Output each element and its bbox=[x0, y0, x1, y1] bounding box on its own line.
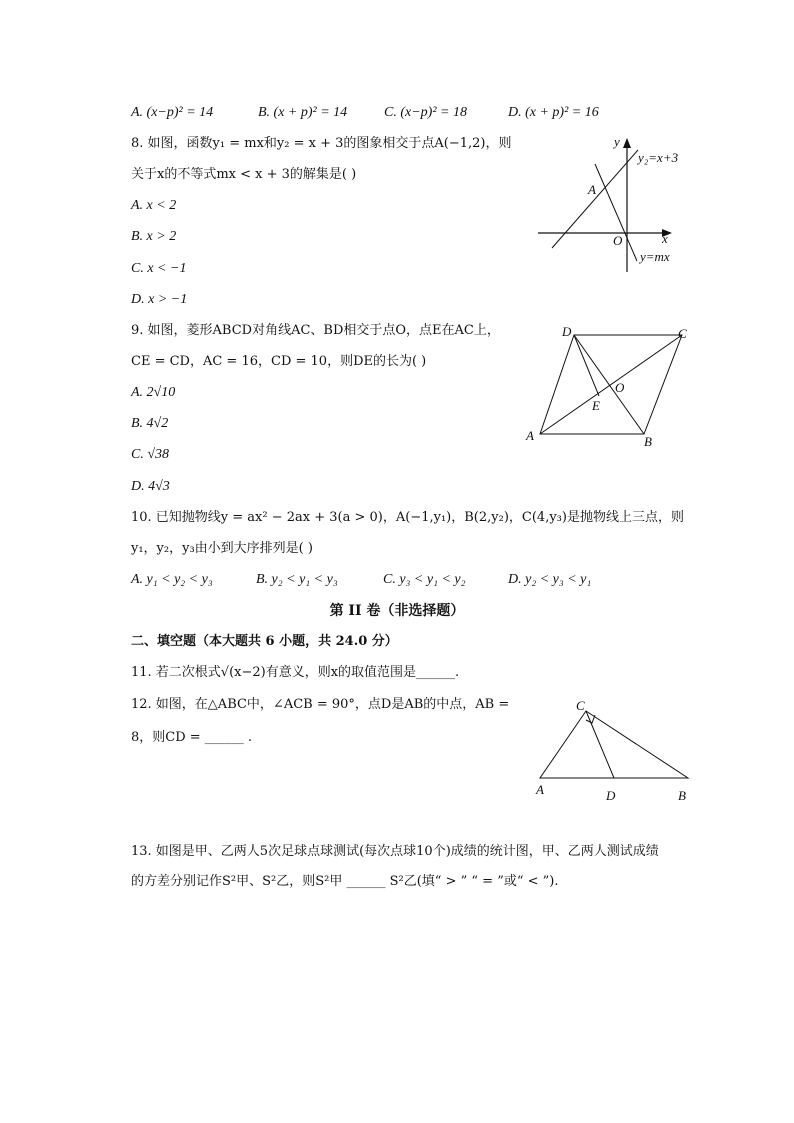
q11-stem: 11. 若二次根式√(x−2)有意义，则x的取值范围是______. bbox=[131, 665, 460, 680]
diagonal-ac bbox=[540, 335, 682, 434]
q8-stem-line2: 关于x的不等式mx < x + 3的解集是( ) bbox=[131, 167, 357, 182]
vertex-d-label: D bbox=[562, 324, 572, 339]
q8-option-a: A. x < 2 bbox=[131, 198, 177, 213]
q10-option-b: B. y₂ < y₁ < y₃ bbox=[256, 572, 338, 587]
q12-stem-line2: 8，则CD = ______ . bbox=[131, 730, 253, 745]
q10-stem-line1: 10. 已知抛物线y = ax² − 2ax + 3(a > 0)，A(−1,y₁)，B(2,y₂)，C(4,y₃)是抛物线上三点，则 bbox=[131, 510, 684, 525]
line-y1-label: y=mx bbox=[640, 249, 670, 264]
section-subtitle: 二、填空题（本大题共 6 小题，共 24.0 分） bbox=[131, 634, 398, 649]
triangle-abc bbox=[540, 711, 688, 778]
point-d-label: D bbox=[606, 788, 616, 803]
line-y2-label: y₂=x+3 bbox=[638, 150, 679, 165]
point-a-label: A bbox=[588, 182, 596, 197]
vertex-c-label: C bbox=[678, 326, 687, 341]
section-title: 第 II 卷（非选择题） bbox=[329, 603, 465, 619]
q13-stem-line2: 的方差分别记作S²甲、S²乙，则S²甲 ______ S²乙(填“ > ” “ = ”或“ < ”). bbox=[131, 874, 559, 889]
q10-option-a: A. y₁ < y₂ < y₃ bbox=[131, 572, 213, 587]
q12-stem-line1: 12. 如图，在△ABC中，∠ACB = 90°，点D是AB的中点，AB = bbox=[131, 697, 510, 712]
y-axis-label: y bbox=[614, 134, 620, 149]
origin-label: O bbox=[613, 233, 623, 248]
q8-option-b: B. x > 2 bbox=[131, 229, 177, 244]
q9-option-d: D. 4√3 bbox=[131, 479, 170, 494]
segment-cd bbox=[586, 711, 614, 778]
q10-option-d: D. y₂ < y₃ < y₁ bbox=[508, 572, 592, 587]
q8-figure bbox=[530, 130, 700, 275]
q8-option-d: D. x > −1 bbox=[131, 292, 188, 307]
q7-option-b: B. (x + p)² = 14 bbox=[258, 105, 348, 120]
q10-option-c: C. y₃ < y₁ < y₂ bbox=[383, 572, 466, 587]
point-e-label: E bbox=[592, 398, 600, 413]
vertex-a-label: A bbox=[526, 428, 534, 443]
diagonal-bd bbox=[574, 335, 644, 434]
q10-stem-line2: y₁，y₂，y₃由小到大序排列是( ) bbox=[131, 541, 313, 556]
q9-stem-line2: CE = CD，AC = 16，CD = 10，则DE的长为( ) bbox=[131, 354, 427, 369]
vertex-c-label: C bbox=[576, 698, 585, 713]
q9-option-a: A. 2√10 bbox=[131, 385, 176, 400]
q7-option-d: D. (x + p)² = 16 bbox=[508, 105, 599, 120]
q12-figure bbox=[528, 694, 698, 806]
q9-option-c: C. √38 bbox=[131, 447, 170, 462]
q9-stem-line1: 9. 如图，菱形ABCD对角线AC、BD相交于点O，点E在AC上， bbox=[131, 323, 500, 338]
q13-stem-line1: 13. 如图是甲、乙两人5次足球点球测试(每次点球10个)成绩的统计图，甲、乙两人测试成绩 bbox=[131, 844, 659, 859]
q8-option-c: C. x < −1 bbox=[131, 261, 187, 276]
q9-figure bbox=[520, 320, 700, 450]
point-o-label: O bbox=[615, 380, 625, 395]
vertex-b-label: B bbox=[678, 788, 686, 803]
q7-option-c: C. (x−p)² = 18 bbox=[384, 105, 467, 120]
q8-stem-line1: 8. 如图，函数y₁ = mx和y₂ = x + 3的图象相交于点A(−1,2)，则 bbox=[131, 136, 512, 151]
vertex-b-label: B bbox=[644, 434, 652, 449]
q9-option-b: B. 4√2 bbox=[131, 416, 169, 431]
y-axis-arrow bbox=[623, 138, 631, 148]
q7-option-a: A. (x−p)² = 14 bbox=[131, 105, 214, 120]
x-axis-label: x bbox=[662, 231, 668, 246]
vertex-a-label: A bbox=[536, 782, 544, 797]
